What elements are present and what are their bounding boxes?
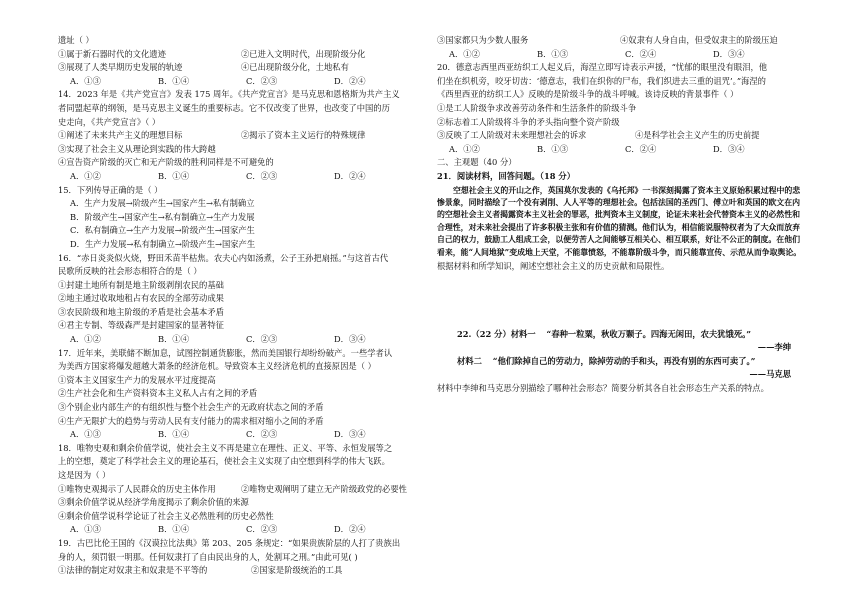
q18-statements-row1	[58, 483, 424, 497]
q13-statement-2: ②已进入文明时代，出现阶级分化	[241, 48, 366, 59]
q14-stem-line3: 史走向，《共产党宣言》（ ）	[58, 116, 161, 127]
q19-statement-3: ③国家都只为少数人服务	[437, 35, 529, 45]
q22-source-1: ——李绅	[757, 342, 791, 353]
q14-choice-a[interactable]: A．①②	[70, 170, 101, 181]
q18-statement-4: ④剩余价值学说科学论证了社会主义必然胜利的历史必然性	[58, 510, 274, 521]
right-column	[437, 34, 805, 396]
q17-statement-1: ①资本主义国家生产力的发展水平过度提高	[58, 374, 216, 385]
q14-statement-4: ④宣告资产阶级的灭亡和无产阶级的胜利同样是不可避免的	[58, 157, 274, 168]
q21-heading: 21．阅读材料，回答问题。（18 分）	[437, 170, 575, 181]
q20-choice-a[interactable]: A．①②	[449, 143, 480, 154]
q18-choices	[58, 523, 424, 537]
q14-choice-b[interactable]: B．①④	[158, 170, 189, 181]
q20-statement-1: ①是工人阶级争求改善劳动条件和生活条件的阶级斗争	[437, 102, 637, 113]
q15-choice-d[interactable]: D．生产力发展→私有制确立→阶级产生→国家产生	[70, 238, 256, 249]
q13-choices	[58, 75, 424, 89]
q13-choice-c[interactable]: C．②③	[246, 75, 278, 86]
q21-material: 空想社会主义的开山之作，英国莫尔发表的《乌托邦》一书深刻揭露了资本主义原始积累过程中的悲惨景象，同时描绘了一个没有剥削、人人平等的理想社会。包括法国的圣西门、傅立叶和英国的欧文在内的空想社会主义者揭露资本主义社会的罪恶，批判资本主义制度，论证未来社会代替资本主义的必然性和合理性，对未来社会提出了许多积极主张和有价值的猜测。他们认为，相信能说服特权者为了大众而放弃自己的权力，鼓励工人组成工会，以便劳苦人之间能够互相关心、相互联系，好让不公正的制度。在他们看来，能“人间地狱”变成地上天堂，不能靠愤怒，不能靠阶级斗争，而只能靠宣传、示范从而争取舆论。	[437, 185, 802, 257]
q18-choice-c[interactable]: C．②③	[246, 524, 278, 535]
q13-choice-d[interactable]: D．②④	[334, 75, 366, 86]
q16-choice-b[interactable]: B．①④	[158, 334, 189, 345]
q16-choice-a[interactable]: A．①②	[70, 334, 101, 345]
q16-choice-d[interactable]: D．③④	[334, 334, 366, 345]
answer-space	[437, 274, 805, 328]
q19-statements-row2	[437, 34, 805, 48]
q20-choice-b[interactable]: B．①③	[537, 143, 568, 154]
q22-source-2: ——马克思	[749, 369, 791, 380]
q19-statements-row1	[58, 564, 424, 578]
q19-statement-4: ④奴隶有人身自由，但受奴隶主的阶级压迫	[620, 35, 778, 45]
q13-statements-row1	[58, 48, 424, 62]
q17-stem-line2: 为美西方国家将爆发超越大萧条的经济危机。导致资本主义经济危机的直接原因是（ ）	[58, 361, 376, 372]
q16-choices	[58, 333, 424, 347]
q14-stem-line2: 者同盟起草的纲领，是马克思主义诞生的重要标志。它不仅改变了世界，也改变了中国的历	[58, 102, 390, 113]
q17-choice-c[interactable]: C．②③	[246, 429, 278, 440]
q15-choice-a[interactable]: A．生产力发展→阶级产生→国家产生→私有制确立	[70, 198, 255, 209]
q14-statement-2: ②揭示了资本主义运行的特殊规律	[241, 130, 366, 141]
q13-choice-a[interactable]: A．①③	[70, 75, 101, 86]
q22-material-1	[437, 328, 805, 342]
q13-statement-4: ④已出现阶级分化，土地私有	[241, 62, 349, 73]
q17-stem-line1: 17．近年来，美联储不断加息，试图控制通货膨胀，然而美国银行却纷纷破产。一些学者认	[58, 347, 393, 358]
q13-choice-b[interactable]: B．①④	[158, 75, 189, 86]
q22-heading: 22.（22 分）材料一	[457, 328, 536, 339]
q20-stem-line1: 20．德意志西里西亚纺织工人起义后，海涅立即写诗表示声援，“忧郁的眼里没有眼泪，他	[437, 62, 768, 73]
q19-choice-b[interactable]: B．①③	[537, 48, 568, 59]
q15-choice-c[interactable]: C．私有制确立→生产力发展→阶级产生→国家产生	[70, 225, 255, 236]
q13-stem-tail: 遗址（ ）	[58, 35, 94, 45]
q20-statement-3: ③反映了工人阶级对未来理想社会的诉求	[437, 130, 587, 141]
q13-statement-3: ③展现了人类早期历史发展的轨迹	[58, 62, 183, 73]
q22-material-2-text: “他们除掉自己的劳动力，除掉劳动的手和头，再没有别的东西可卖了。”	[492, 355, 756, 366]
q19-choice-d[interactable]: D．③④	[713, 48, 745, 59]
q18-choice-a[interactable]: A．①③	[70, 524, 101, 535]
q18-stem-line2: 上的空想，奠定了科学社会主义的理论基石，使社会主义实现了由空想到科学的伟大飞跃。	[58, 456, 390, 467]
q19-choice-a[interactable]: A．①②	[449, 48, 480, 59]
q20-statement-2: ②标志着工人阶级将斗争的矛头指向整个资产阶级	[437, 116, 620, 127]
q20-choice-d[interactable]: D．③④	[713, 143, 745, 154]
q17-statement-2: ②生产社会化和生产资料资本主义私人占有之间的矛盾	[58, 388, 258, 399]
q20-stem-line2: 们坐在织机旁，咬牙切齿：‘德意志，我们在织你的尸布，我们织进去三重的诅咒’。”海涅的	[437, 75, 766, 86]
q18-choice-b[interactable]: B．①④	[158, 524, 189, 535]
q18-stem-line3: 这是因为（ ）	[58, 470, 111, 480]
q22-material-2-label: 材料二	[457, 355, 482, 366]
q20-statements-row3	[437, 129, 805, 143]
q15-choice-b[interactable]: B．阶级产生→国家产生→私有制确立→生产力发展	[70, 211, 255, 222]
q19-choice-c[interactable]: C．②④	[625, 48, 657, 59]
q14-choices	[58, 170, 424, 184]
q14-choice-d[interactable]: D．②④	[334, 170, 366, 181]
q20-choices	[437, 143, 805, 157]
q14-statement-1: ①阐述了未来共产主义的理想目标	[58, 130, 183, 141]
q22-question: 材料中李绅和马克思分别描绘了哪种社会形态？简要分析其各自社会形态生产关系的特点。	[437, 382, 769, 393]
q16-stem-line1: 16．“赤日炎炎似火烧，野田禾苗半枯焦。农夫心内如汤煮，公子王孙把扇摇。”与这首古代	[58, 252, 389, 263]
q18-choice-d[interactable]: D．②④	[334, 524, 366, 535]
q20-stem-line3: 《西里西亚的纺织工人》反映的是阶级斗争的战斗呼喊。该诗反映的背景事件（ ）	[437, 89, 739, 100]
q14-choice-c[interactable]: C．②③	[246, 170, 278, 181]
q16-statement-2: ②地主通过收取地租占有农民的全部劳动成果	[58, 293, 224, 304]
q22-material-1-text: “春种一粒粟，秋收万颗子。四海无闲田，农夫犹饿死。”	[546, 328, 752, 339]
q16-stem-line2: 民歌所反映的社会形态相符合的是（ ）	[58, 266, 202, 277]
section-2-heading: 二、主观题（40 分）	[437, 157, 517, 168]
q16-choice-c[interactable]: C．②③	[246, 334, 278, 345]
q15-stem: 15．下列传导正确的是（ ）	[58, 184, 163, 195]
q13-statement-1: ①属于新石器时代的文化遗迹	[58, 48, 166, 59]
q14-stem-line1: 14．2023 年是《共产党宣言》发表 175 周年。《共产党宣言》是马克思和恩格斯为共产主义	[58, 89, 400, 100]
q19-stem-line1: 19．古巴比伦王国的《汉谟拉比法典》第 203、205 条规定：“如果贵族阶层的人打了贵族出	[58, 537, 401, 548]
q17-statement-4: ④生产无限扩大的趋势与劳动人民有支付能力的需求相对缩小之间的矛盾	[58, 415, 324, 426]
q18-statement-2: ②唯物史观阐明了建立无产阶级政党的必要性	[241, 483, 407, 494]
q19-choices	[437, 48, 805, 62]
q17-choice-b[interactable]: B．①④	[158, 429, 189, 440]
q21-question: 根据材料和所学知识，阐述空想社会主义的历史贡献和局限性。	[437, 260, 670, 271]
q14-statement-3: ③实现了社会主义从理论到实践的伟大跨越	[58, 143, 216, 154]
q17-choice-d[interactable]: D．③④	[334, 429, 366, 440]
left-column	[58, 34, 424, 578]
q20-choice-c[interactable]: C．②④	[625, 143, 657, 154]
q17-choice-a[interactable]: A．①③	[70, 429, 101, 440]
q16-statement-4: ④君主专制、等级森严是封建国家的显著特征	[58, 320, 224, 331]
q19-statement-2: ②国家是阶级统治的工具	[251, 565, 343, 576]
q16-statement-3: ③农民阶级和地主阶级的矛盾是社会基本矛盾	[58, 306, 224, 317]
q17-choices	[58, 428, 424, 442]
q14-statements-row1	[58, 129, 424, 143]
q19-stem-line2: 身的人，须罚银一明那。任何奴隶打了自由民出身的人，处割耳之刑。”由此可见( )	[58, 551, 358, 562]
q20-statement-4: ④是科学社会主义产生的历史前提	[635, 130, 760, 141]
q18-stem-line1: 18．唯物史观和剩余价值学说，使社会主义不再是建立在理性、正义、平等、永恒发展等之	[58, 442, 393, 453]
q16-statement-1: ①封建土地所有制是地主阶级剥削农民的基础	[58, 279, 224, 290]
q18-statement-1: ①唯物史观揭示了人民群众的历史主体作用	[58, 483, 216, 494]
q22-material-2	[437, 355, 805, 369]
q19-statement-1: ①法律的制定对奴隶主和奴隶是不平等的	[58, 565, 208, 576]
q17-statement-3: ③个别企业内部生产的有组织性与整个社会生产的无政府状态之间的矛盾	[58, 402, 324, 413]
q13-statements-row2	[58, 61, 424, 75]
q18-statement-3: ③剩余价值学说从经济学角度揭示了剩余价值的来源	[58, 497, 249, 508]
